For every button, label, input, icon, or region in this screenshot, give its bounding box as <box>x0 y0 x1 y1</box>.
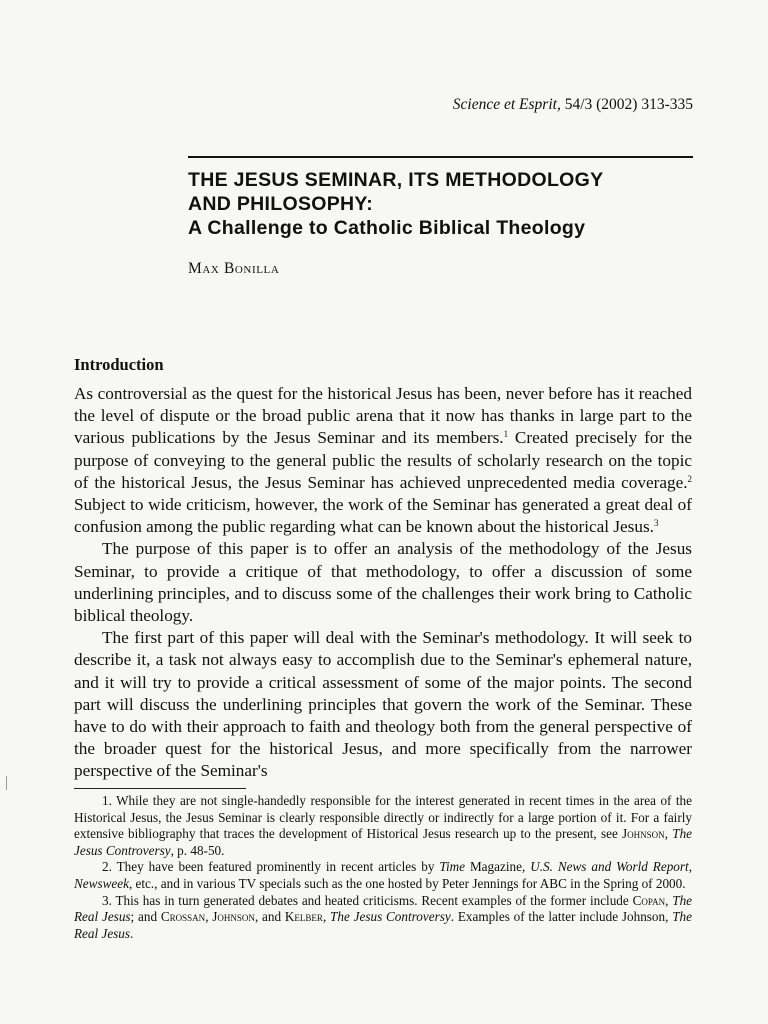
journal-volume-pages: 54/3 (2002) 313-335 <box>560 96 693 113</box>
footnote-3-kelber: Kelber <box>284 909 323 925</box>
footnote-2-text-b: Magazine, <box>465 859 531 875</box>
footnote-1-title: The Jesus Controversy <box>74 826 693 858</box>
article-subtitle: A Challenge to Catholic Biblical Theology <box>188 217 586 239</box>
footnote-2-usnews: U.S. News and World Report <box>530 859 689 875</box>
body-text <box>74 383 692 783</box>
title-rule <box>188 156 693 158</box>
footnote-1-end: , p. 48-50. <box>170 842 225 858</box>
footnote-3-johnson: Johnson <box>212 909 255 925</box>
footnote-3-real-jesus-2: The Real Jesus <box>74 909 692 941</box>
footnote-3-text: 3. This has in turn generated debates and heated criticisms. Recent examples of the former include <box>102 892 633 908</box>
footnote-1-text: 1. While they are not single-handedly responsible for the interest generated in recent times in the area of the Historical Jesus, the Jesus Seminar is clearly responsible directly or indirectly for a large portion of it. For a fairly extensive bibliography that traces the development of Historical Jesus research up to the present, see <box>74 793 692 842</box>
footnote-2-text: 2. They have been featured prominently in recent articles by <box>102 859 440 875</box>
footnote-3 <box>74 893 692 943</box>
footnote-1-sep: , <box>664 826 673 842</box>
article-title-block <box>188 168 708 240</box>
footnote-3-text-e: , and <box>254 909 285 925</box>
journal-name: Science et Esprit, <box>452 96 561 113</box>
footnote-3-text-c: ; and <box>130 909 161 925</box>
footnote-1 <box>74 793 692 859</box>
title-line-1: THE JESUS SEMINAR, ITS METHODOLOGY <box>188 169 604 191</box>
author-name: Max Bonilla <box>188 260 280 277</box>
footnote-ref-2[interactable]: 2 <box>687 473 692 484</box>
footnotes <box>74 793 692 942</box>
footnote-ref-1[interactable]: 1 <box>503 429 509 440</box>
footnote-1-author: Johnson <box>622 826 665 842</box>
footnote-2-text-c: , <box>688 859 692 875</box>
footnote-separator <box>74 788 246 789</box>
paragraph-1-part-b: Created precisely for the purpose of conveying to the general public the results of scholarly research on the topic of the historical Jesus, the Jesus Seminar has achieved unprecedented media coverage. <box>74 428 692 492</box>
footnote-3-controversy: The Jesus Controversy <box>330 909 451 925</box>
margin-mark <box>6 776 7 790</box>
paragraph-1-part-a: As controversial as the quest for the historical Jesus has been, never before has it reached the level of dispute or the broad public arena that it now has thanks in large part to the various publications by the Jesus Seminar and its members. <box>74 384 692 448</box>
footnote-2-newsweek: Newsweek <box>74 875 129 891</box>
footnote-3-text-g: . Examples of the latter include Johnson, <box>450 909 673 925</box>
footnote-3-text-d: , <box>205 909 213 925</box>
paragraph-1-part-c: Subject to wide criticism, however, the work of the Seminar has generated a great deal of confusion among the public regarding what can be known about the historical Jesus. <box>74 495 692 537</box>
footnote-3-text-f: , <box>322 909 331 925</box>
section-heading: Introduction <box>74 355 164 374</box>
footnote-2-time: Time <box>439 859 466 875</box>
footnote-2 <box>74 859 692 892</box>
footnote-3-crossan: Crossan <box>160 909 206 925</box>
journal-citation <box>453 96 693 114</box>
footnote-2-text-d: , etc., and in various TV specials such as the one hosted by Peter Jennings for ABC in the Spring of 2000. <box>128 875 686 891</box>
footnote-3-real-jesus-1: The Real Jesus <box>74 892 693 925</box>
title-line-2: AND PHILOSOPHY: <box>188 193 374 215</box>
footnote-3-copan: Copan <box>632 892 666 908</box>
paragraph-2: The purpose of this paper is to offer an analysis of the methodology of the Jesus Seminar, to provide a critique of that methodology, to offer a discussion of some underlining principles, and to discuss some of the challenges their work bring to Catholic biblical theology. <box>74 539 692 626</box>
paragraph-1 <box>74 383 692 538</box>
footnote-ref-3[interactable]: 3 <box>653 518 659 529</box>
paragraph-3: The first part of this paper will deal with the Seminar's methodology. It will seek to describe it, a task not always easy to accomplish due to the Seminar's ephemeral nature, and it will try to provide a critical assessment of some of the major points. The second part will discuss the underlining principles that govern the work of the Seminar. These have to do with their approach to faith and theology both from the general perspective of the broader quest for the historical Jesus, and more specifically from the narrower perspective of the Seminar's <box>74 628 692 781</box>
footnote-3-text-b: , <box>665 892 673 908</box>
footnote-3-text-h: . <box>130 925 134 941</box>
